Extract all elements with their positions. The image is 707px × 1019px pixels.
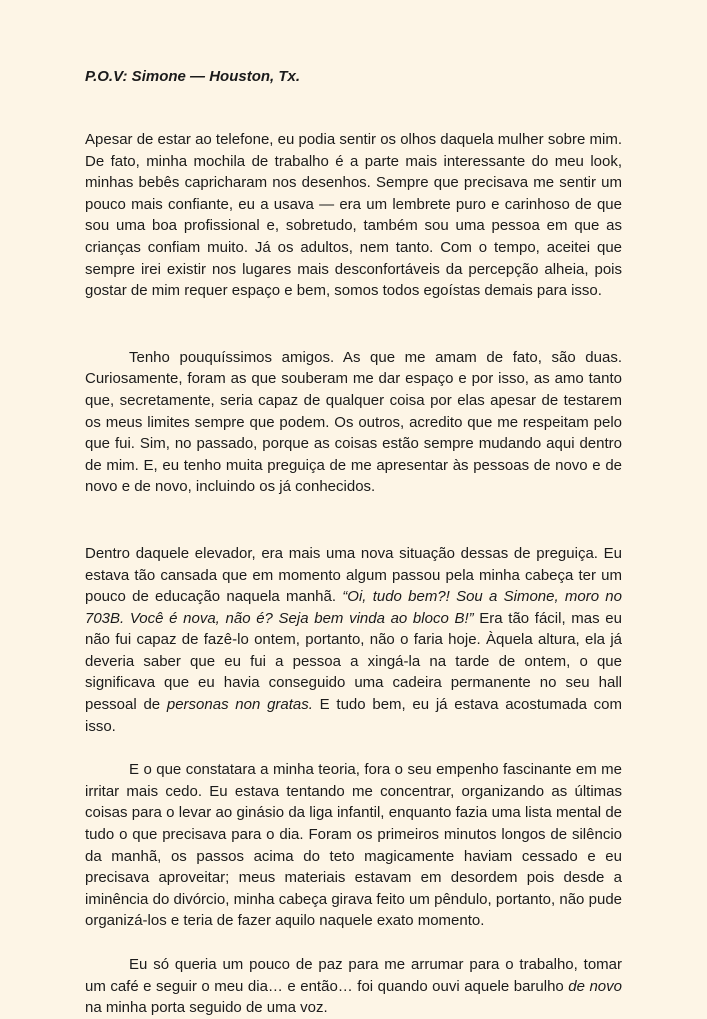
paragraph-2: Tenho pouquíssimos amigos. As que me amam de fato, são duas. Curiosamente, foram as que souberam me dar espaço e por isso, as amo tanto que, secretamente, seria capaz de qualquer coisa por elas apesar de testarem os meus limites sempre que podem. Os outros, acredito que me respeitam pelo que fui. Sim, no passado, porque as coisas estão sempre mudando aqui dentro de mim. E, eu tenho muita preguiça de me apresentar às pessoas de novo e de novo e de novo, incluindo os já conhecidos. (85, 348, 622, 496)
paragraph-1: Apesar de estar ao telefone, eu podia sentir os olhos daquela mulher sobre mim. De fato, minha mochila de trabalho é a parte mais interessante do meu look, minhas bebês capricharam nos desenhos. Sempre que precisava me sentir um pouco mais confiante, eu a usava — era um lembrete puro e carinhoso de que sou uma boa profissional e, sobretudo, também sou uma pessoa em que as crianças confiam muito. Já os adultos, nem tanto. Com o tempo, aceitei que sempre irei existir nos lugares mais desconfortáveis da percepção alheia, pois gostar de mim requer espaço e bem, somos todos egoístas demais para isso. (85, 131, 622, 300)
paragraph-3 (85, 543, 622, 737)
paragraph-3-text-c: E tudo bem, eu já estava acostumada com isso. (85, 696, 622, 735)
dialogue-quote: “Oi, tudo bem?! Sou a Simone, moro no 703B. Você é nova, não é? Seja bem vinda ao bloco B!” (85, 588, 622, 627)
paragraph-5-text-b: na minha porta seguido de uma voz. (85, 999, 328, 1017)
paragraph-3-text-b: Era tão fácil, mas eu não fui capaz de fazê-lo ontem, portanto, não o faria hoje. Àquela altura, ela já deveria saber que eu fui a pessoa a xingá-la na tarde de ontem, o que significava que eu havia conseguido uma cadeira permanente no seu hall pessoal de (85, 609, 622, 714)
chapter-heading: P.O.V: Simone — Houston, Tx. (85, 68, 301, 85)
paragraph-4: E o que constatara a minha teoria, fora o seu empenho fascinante em me irritar mais cedo. Eu estava tentando me concentrar, organizando as últimas coisas para o levar ao ginásio da liga infantil, enquanto fazia uma lista mental de tudo o que precisava para o dia. Foram os primeiros minutos longos de silêncio da manhã, os passos acima do teto magicamente haviam cessado e eu precisava aproveitar; meus materiais estavam em desordem pois desde a iminência do divórcio, minha cabeça girava feito um pêndulo, portanto, não pude organizá-los e teria de fazer aquilo naquele exato momento. (85, 761, 622, 930)
emphasis-personas: personas non gratas. (166, 696, 313, 714)
paragraph-5 (85, 954, 622, 1019)
paragraph-3-text-a: Dentro daquele elevador, era mais uma nova situação dessas de preguiça. Eu estava tão cansada que em momento algum passou pela minha cabeça ter um pouco de educação naquela manhã. (85, 544, 622, 606)
paragraph-5-text-a: Eu só queria um pouco de paz para me arrumar para o trabalho, tomar um café e seguir o meu dia… e então… foi quando ouvi aquele barulho (85, 956, 622, 995)
emphasis-de-novo: de novo (568, 977, 622, 995)
